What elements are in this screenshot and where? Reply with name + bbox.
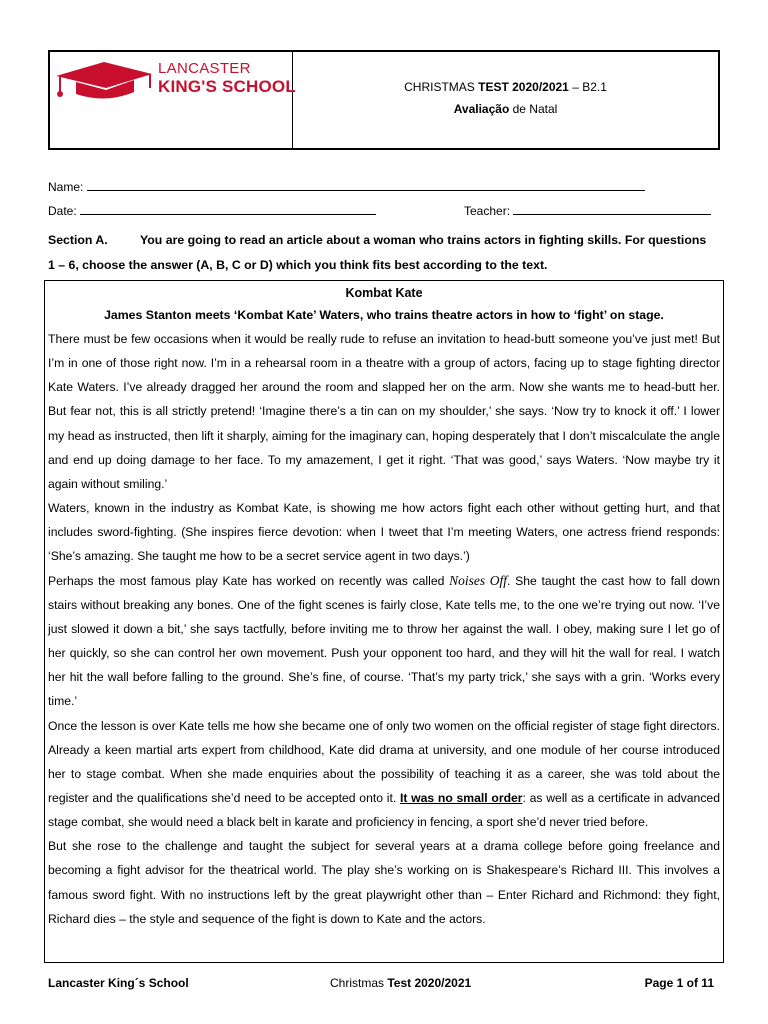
section-instructions-1: You are going to read an article about a woman who trains actors in fighting skills. For questions [140, 233, 707, 247]
section-label: Section A. [48, 233, 108, 247]
graduation-cap-icon [54, 58, 154, 108]
footer-center-prefix: Christmas [330, 976, 388, 990]
test-subtitle [293, 102, 718, 116]
test-title-bold: TEST 2020/2021 [478, 80, 569, 94]
logo-text-top: LANCASTER [158, 60, 251, 77]
name-field[interactable] [48, 178, 645, 194]
play-title: Noises Off [449, 572, 508, 588]
p4-after: : as well as a certificate in advanced stage combat, she would need a black belt in karate and proficiency in fencing, a sport she’d never tried before. [48, 790, 720, 830]
footer-center [330, 976, 471, 990]
subtitle-rest: de Natal [509, 102, 558, 116]
test-title-suffix: – B2.1 [568, 80, 607, 94]
page-number: Page 1 of 11 [644, 976, 714, 990]
school-logo [50, 52, 296, 148]
article-paragraph-2: Waters, known in the industry as Kombat Kate, is showing me how actors fight each other without getting hurt, and that includes sword-fighting. (She inspires fierce devotion: when I tweet that I’m meeting Waters, one actress friend responds: ‘She’s amazing. She taught me how to be a secret service agent in two days.’) [48, 501, 720, 564]
p3-after: . She taught the cast how to fall down stairs without breaking any bones. One of the fight scenes is fairly close, Kate tells me, to the one we’re trying out now. ‘I’ve just slowed it down a bit,’ she says tactfully, before inviting me to throw her against the wall. I obey, making sure I let go of her quickly, so she can control her own movement. Push your opponent too hard, and they will hit the wall for real. I watch her hit the wall before falling to the ground. She’s fine, of course. ‘That’s my party trick,’ she says with a grin. ‘Works every time.’ [48, 573, 720, 709]
underlined-phrase: It was no small order [399, 790, 523, 805]
footer-center-bold: Test 2020/2021 [387, 976, 472, 990]
teacher-field[interactable] [464, 202, 711, 218]
header-title-cell [293, 52, 718, 148]
p3-before: Perhaps the most famous play Kate has worked on recently was called [48, 573, 450, 588]
article-paragraph-4 [48, 714, 720, 835]
article-title: Kombat Kate [345, 286, 423, 300]
logo-text-bottom: KING'S SCHOOL [158, 77, 296, 96]
header-box [48, 50, 720, 150]
name-blank[interactable] [87, 178, 645, 191]
article-paragraph-1: There must be few occasions when it would be really rude to refuse an invitation to head-butt someone you’ve just met! But I’m in one of those right now. I’m in a rehearsal room in a theatre with a group of actors, facing up to stage fighting director Kate Waters. I’ve already dragged her around the room and slapped her on the arm. Now she wants me to head-butt her. But fear not, this is all strictly pretend! ‘Imagine there’s a tin can on my shoulder,’ she says. ‘Now try to knock it off.’ I lower my head as instructed, then lift it sharply, aiming for the imaginary can, hoping desperately that I don’t miscalculate the angle and end up doing damage to her face. To my amazement, I get it right. ‘That was good,’ says Waters. ‘Now maybe try it again without smiling.’ [48, 332, 720, 491]
section-a-instructions [48, 228, 720, 278]
section-line-1 [48, 228, 720, 253]
article-box [44, 280, 724, 963]
date-blank[interactable] [80, 202, 376, 215]
footer-school: Lancaster King´s School [48, 976, 189, 990]
teacher-blank[interactable] [513, 202, 711, 215]
article-paragraph-5: But she rose to the challenge and taught the subject for several years at a drama college before going freelance and becoming a fight advisor for the theatrical world. The play she’s working on is Shakespeare’s Richard III. This involves a famous sword fight. With no instructions left by the great playwright other than – Enter Richard and Richmond: they fight, Richard dies – the style and sequence of the fight is down to Kate and the actors. [48, 839, 720, 926]
name-label: Name: [48, 180, 84, 194]
date-field[interactable] [48, 202, 376, 218]
date-label: Date: [48, 204, 77, 218]
teacher-label: Teacher: [464, 204, 511, 218]
test-title-prefix: CHRISTMAS [404, 80, 479, 94]
p4-before: Once the lesson is over Kate tells me how she became one of only two women on the official register of stage fight directors. Already a keen martial arts expert from childhood, Kate did drama at university, and one module of her course introduced her to stage combat. When she made enquiries about the possibility of teaching it as a career, she was told about the register and the qualifications she’d need to be accepted onto it. [48, 718, 720, 805]
subtitle-bold: Avaliação [453, 102, 510, 116]
test-title [293, 80, 718, 94]
section-instructions-2: 1 – 6, choose the answer (A, B, C or D) which you think fits best according to the text. [48, 258, 548, 272]
page-footer [48, 976, 720, 992]
article-paragraph-3 [48, 569, 720, 714]
article-subtitle: James Stanton meets ‘Kombat Kate’ Waters, who trains theatre actors in how to ‘fight’ on stage. [104, 308, 664, 322]
